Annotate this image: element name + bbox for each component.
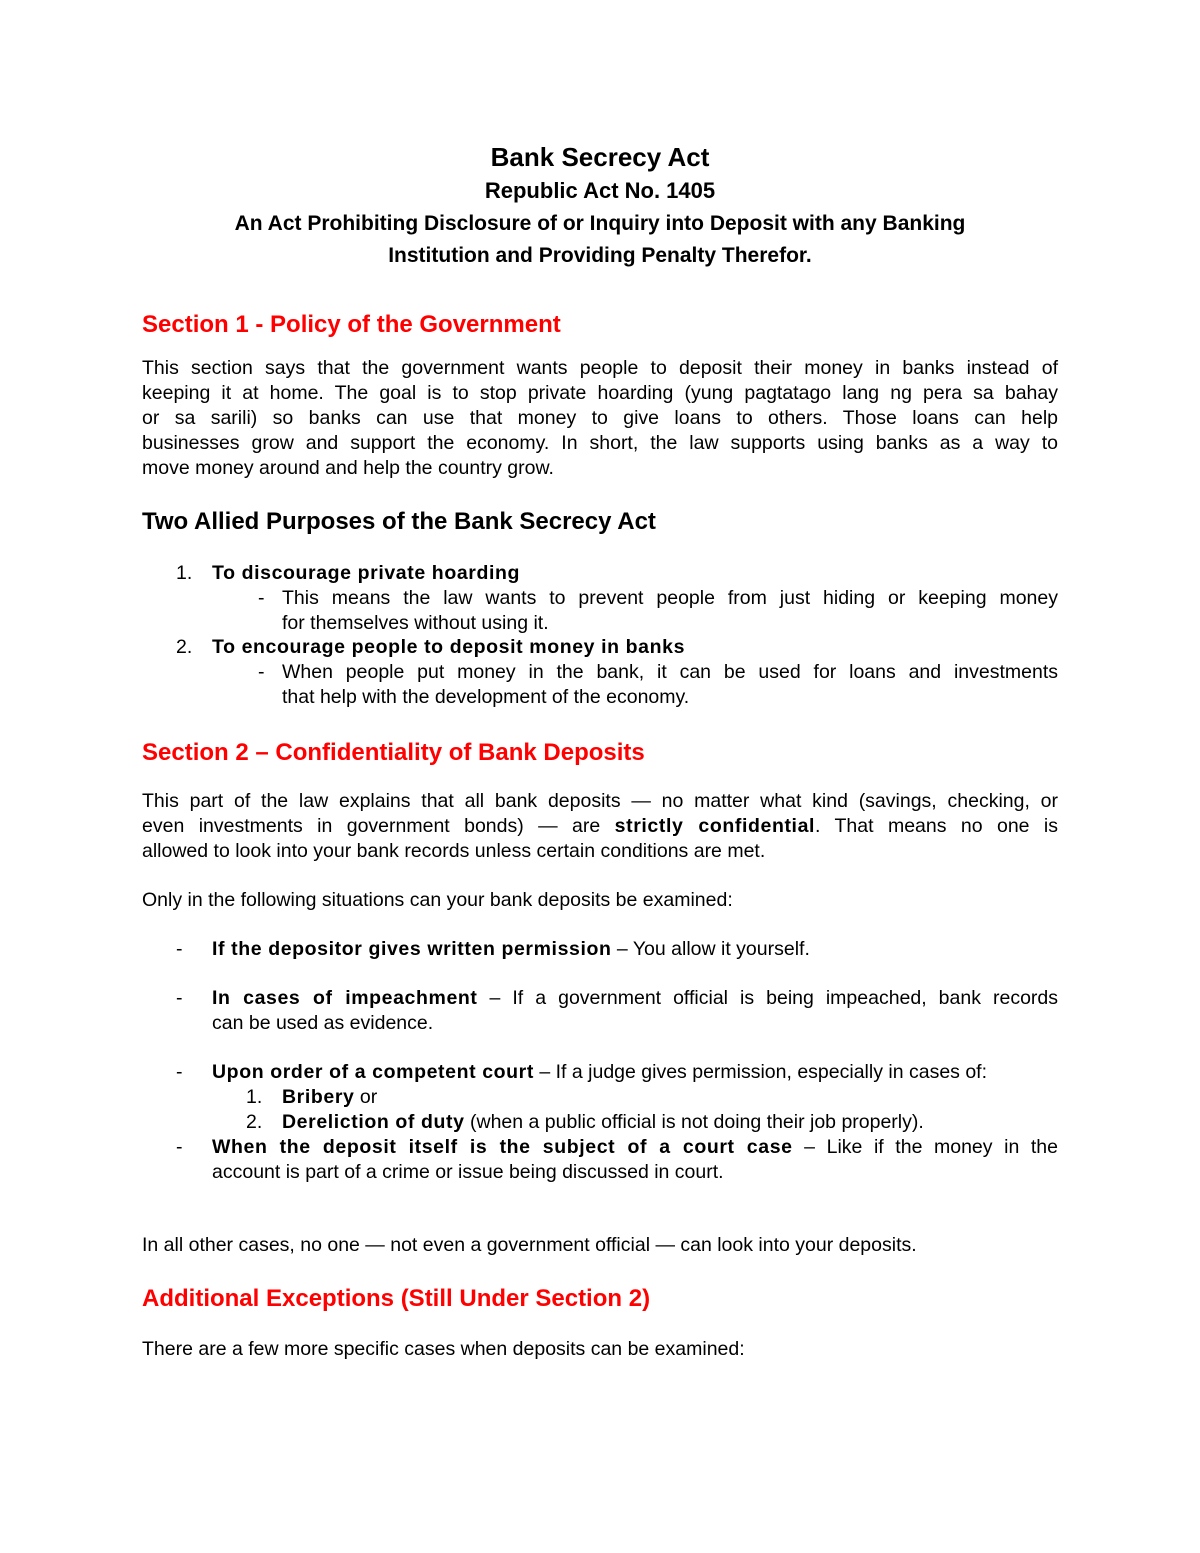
section2-paragraph — [142, 789, 1058, 864]
section2-intro-exceptions: Only in the following situations can your bank deposits be examined: — [142, 889, 733, 911]
purpose-2-description — [282, 660, 1058, 710]
exception-2-line — [212, 986, 1058, 1011]
exception-2-line: can be used as evidence. — [212, 1012, 434, 1034]
court-case-2-text: (when a public official is not doing their job properly). — [464, 1111, 924, 1133]
act-long-title — [0, 208, 1200, 272]
exception-4-text: – Like if the money in the — [792, 1136, 1058, 1158]
purpose-2-dash: - — [258, 661, 265, 683]
exception-3-text: – If a judge gives permission, especially in cases of: — [533, 1061, 988, 1083]
exception-2-title: In cases of impeachment — [212, 987, 478, 1009]
section1-line: move money around and help the country grow. — [142, 457, 554, 479]
republic-act-number: Republic Act No. 1405 — [484, 178, 716, 203]
exception-4-line: account is part of a crime or issue being discussed in court. — [212, 1161, 724, 1183]
purpose-1-dash: - — [258, 587, 265, 609]
additional-exceptions-heading: Additional Exceptions (Still Under Section 2) — [142, 1285, 651, 1312]
section2-p1-text: even investments in government bonds) — are — [142, 815, 601, 837]
exception-4 — [212, 1135, 1058, 1185]
purposes-heading: Two Allied Purposes of the Bank Secrecy Act — [142, 508, 656, 535]
purpose-1-number: 1. — [176, 562, 193, 584]
court-case-1-number: 1. — [246, 1086, 263, 1108]
purpose-1-desc-line: for themselves without using it. — [282, 612, 549, 634]
purpose-1-description — [282, 586, 1058, 636]
section2-p1-line: This part of the law explains that all bank deposits — no matter what kind (savings, checking, or — [142, 790, 1058, 812]
exception-2-dash: - — [176, 987, 183, 1009]
purpose-2-number: 2. — [176, 636, 193, 658]
purpose-1-title: To discourage private hoarding — [212, 562, 521, 584]
exception-4-dash: - — [176, 1136, 183, 1158]
purpose-2-desc-line: When people put money in the bank, it can be used for loans and investments — [282, 661, 1058, 683]
exception-3-title: Upon order of a competent court — [212, 1061, 534, 1083]
court-case-1-title: Bribery — [282, 1086, 355, 1108]
exception-2 — [212, 986, 1058, 1036]
document-title: Bank Secrecy Act — [490, 142, 710, 172]
purpose-1-desc-line: This means the law wants to prevent people from just hiding or keeping money — [282, 587, 1058, 609]
court-case-1 — [282, 1085, 377, 1110]
exception-1-text: – You allow it yourself. — [611, 938, 810, 960]
section2-p1-line — [142, 814, 1058, 839]
act-long-title-line2: Institution and Providing Penalty Therefor. — [388, 244, 812, 267]
purpose-2-desc-line: that help with the development of the economy. — [282, 686, 690, 708]
exception-3 — [212, 1060, 987, 1085]
exception-1-title: If the depositor gives written permission — [212, 938, 612, 960]
exception-1 — [212, 937, 810, 962]
section1-line: keeping it at home. The goal is to stop private hoarding (yung pagtatago lang ng pera sa bahay — [142, 382, 1058, 404]
section2-p1-text: . That means no one is — [815, 815, 1059, 837]
section1-line: businesses grow and support the economy. In short, the law supports using banks as a way to — [142, 432, 1058, 454]
strictly-confidential-emphasis: strictly confidential — [614, 815, 816, 837]
section2-heading: Section 2 – Confidentiality of Bank Deposits — [142, 739, 645, 766]
section1-line: or sa sarili) so banks can use that money to give loans to others. Those loans can help — [142, 407, 1058, 429]
exception-1-dash: - — [176, 938, 183, 960]
court-case-2 — [282, 1110, 924, 1135]
court-case-2-title: Dereliction of duty — [282, 1111, 465, 1133]
exception-4-line — [212, 1135, 1058, 1160]
purpose-2-title: To encourage people to deposit money in banks — [212, 636, 686, 658]
section1-line: This section says that the government wants people to deposit their money in banks instead of — [142, 357, 1058, 379]
court-case-1-text: or — [354, 1086, 378, 1108]
exception-4-title: When the deposit itself is the subject of a court case — [212, 1136, 793, 1158]
additional-exceptions-intro: There are a few more specific cases when deposits can be examined: — [142, 1338, 745, 1360]
section1-heading: Section 1 - Policy of the Government — [142, 311, 561, 338]
section1-paragraph — [142, 356, 1058, 481]
exception-3-dash: - — [176, 1061, 183, 1083]
section2-p1-line: allowed to look into your bank records unless certain conditions are met. — [142, 840, 766, 862]
section2-closing: In all other cases, no one — not even a government official — can look into your deposits. — [142, 1234, 917, 1256]
exception-2-text: – If a government official is being impeached, bank records — [477, 987, 1059, 1009]
court-case-2-number: 2. — [246, 1111, 263, 1133]
act-long-title-line1: An Act Prohibiting Disclosure of or Inquiry into Deposit with any Banking — [234, 212, 966, 235]
